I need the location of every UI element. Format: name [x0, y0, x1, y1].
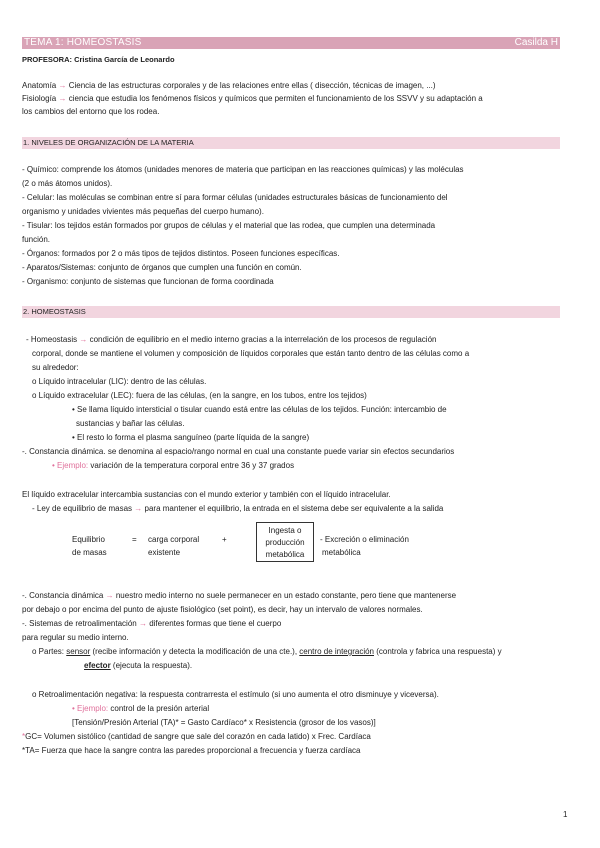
ejemplo-presion: • Ejemplo: control de la presión arterial — [72, 704, 210, 713]
arrow-icon: → — [58, 81, 67, 90]
sistemas-cont: para regular su medio interno. — [22, 633, 129, 642]
equation-term: Equilibrio — [72, 535, 105, 544]
level-line: - Aparatos/Sistemas: conjunto de órganos que cumplen una función en común. — [22, 263, 302, 272]
constancia-line: -. Constancia dinámica. se denomina al espacio/rango normal en cual una constante puede variar sin efectos secundarios — [22, 447, 455, 456]
ingesta-box: Ingesta o producción metabólica — [256, 522, 314, 562]
equation-term: existente — [148, 548, 181, 557]
anatomia-definition: Anatomía → Ciencia de las estructuras corporales y de las relaciones entre ellas ( disección, técnicas de imagen, ...) — [22, 81, 436, 90]
homeostasis-definition: - Homeostasis → condición de equilibrio en el medio interno gracias a la interrelación de los procesos de regulación — [26, 335, 437, 344]
plus-sign: + — [222, 535, 227, 544]
equation-term: - Excreción o eliminación — [320, 535, 409, 544]
document-title: TEMA 1: HOMEOSTASIS — [24, 37, 142, 48]
ta-note: *TA= Fuerza que hace la sangre contra las paredes proporcional a frecuencia y fuerza cardíaca — [22, 746, 361, 755]
profesora-line: PROFESORA: Cristina García de Leonardo — [22, 55, 175, 64]
ley-equilibrio: - Ley de equilibrio de masas → para mantener el equilibrio, la entrada en el sistema debe ser equivalente a la salida — [32, 504, 444, 513]
equation-term: de masas — [72, 548, 107, 557]
level-line: función. — [22, 235, 51, 244]
level-line: - Químico: comprende los átomos (unidades menores de materia que participan en las reacciones químicas) y las moléculas — [22, 165, 464, 174]
gc-note: *GC= Volumen sistólico (cantidad de sangre que sale del corazón en cada latido) x Frec. Cardíaca — [22, 732, 371, 741]
section-2-heading: 2. HOMEOSTASIS — [22, 306, 560, 318]
arrow-icon: → — [79, 335, 88, 344]
homeostasis-cont: corporal, donde se mantiene el volumen y composición de líquidos corporales que están tanto dentro de las células como a — [32, 349, 470, 358]
arrow-icon: → — [134, 504, 143, 513]
level-line: - Órganos: formados por 2 o más tipos de tejidos distintos. Poseen funciones específicas. — [22, 249, 340, 258]
title-bar — [22, 37, 560, 49]
page-number: 1 — [563, 810, 568, 819]
bullet-item: • Se llama líquido intersticial o tisular cuando está entre las células de los tejidos. Función: intercambio de — [72, 405, 447, 414]
level-line: organismo y unidades vivientes más pequeñas del cuerpo humano). — [22, 207, 264, 216]
retro-negativa: o Retroalimentación negativa: la respuesta contrarresta el estímulo (si uno aumenta el otro disminuye y viceversa). — [32, 690, 439, 699]
level-line: - Celular: las moléculas se combinan entre sí para formar células (unidades estructurales básicas de funcionamiento del — [22, 193, 448, 202]
section-1-heading: 1. NIVELES DE ORGANIZACIÓN DE LA MATERIA — [22, 137, 560, 149]
fisiologia-definition: Fisiología → ciencia que estudia los fenómenos físicos y químicos que permiten el funcionamiento de los SSVV y su adaptación a — [22, 94, 483, 103]
bullet-item: • El resto lo forma el plasma sanguíneo (parte líquida de la sangre) — [72, 433, 310, 442]
partes-line: o Partes: sensor (recibe información y detecta la modificación de una cte.), centro de integración (controla y fabrica una respuesta) y — [32, 647, 502, 656]
equation-term: metabólica — [322, 548, 361, 557]
fisiologia-definition-cont: los cambios del entorno que los rodea. — [22, 107, 160, 116]
equals-sign: = — [132, 535, 137, 544]
bullet-item-cont: sustancias y bañar las células. — [76, 419, 185, 428]
ejemplo-temperatura: • Ejemplo: variación de la temperatura corporal entre 36 y 37 grados — [52, 461, 295, 470]
author-name: Casilda H — [514, 37, 558, 48]
partes-cont: efector (ejecuta la respuesta). — [84, 661, 193, 670]
lec-item: o Líquido extracelular (LEC): fuera de las células, (en la sangre, en los tubos, entre los tejidos) — [32, 391, 367, 400]
constancia-cont: por debajo o por encima del punto de ajuste fisiológico (set point), es decir, hay un intervalo de valores normales. — [22, 605, 423, 614]
level-line: (2 o más átomos unidos). — [22, 179, 113, 188]
formula-line: [Tensión/Presión Arterial (TA)* = Gasto Cardíaco* x Resistencia (grosor de los vasos)] — [72, 718, 376, 727]
level-line: - Organismo: conjunto de sistemas que funcionan de forma coordinada — [22, 277, 274, 286]
constancia-dinamica: -. Constancia dinámica → nuestro medio interno no suele permanecer en un estado constante, pero tiene que mantenerse — [22, 591, 457, 600]
level-line: - Tisular: los tejidos están formados por grupos de células y el material que las rodea, que cumplen una determinada — [22, 221, 436, 230]
equation-term: carga corporal — [148, 535, 200, 544]
arrow-icon: → — [138, 619, 147, 628]
arrow-icon: → — [105, 591, 114, 600]
sistemas-retro: -. Sistemas de retroalimentación → diferentes formas que tiene el cuerpo — [22, 619, 282, 628]
homeostasis-cont: su alrededor: — [32, 363, 79, 372]
lic-item: o Líquido intracelular (LIC): dentro de las células. — [32, 377, 207, 386]
intercambio-line: El líquido extracelular intercambia sustancias con el mundo exterior y también con el líquido intracelular. — [22, 490, 391, 499]
arrow-icon: → — [58, 94, 67, 103]
